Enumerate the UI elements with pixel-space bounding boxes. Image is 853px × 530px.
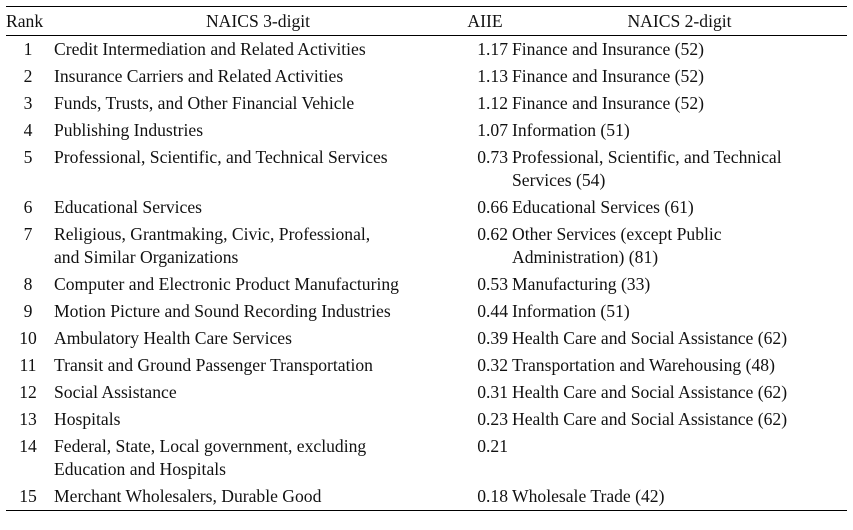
table-row bbox=[6, 36, 847, 64]
cell-naics-3-digit: Professional, Scientific, and Technical Services bbox=[54, 147, 388, 167]
cell-naics-2-digit: Manufacturing (33) bbox=[512, 274, 651, 294]
cell-aiie: 1.07 bbox=[477, 120, 508, 140]
cell-naics-2-digit: Wholesale Trade (42) bbox=[512, 483, 847, 511]
header-naics-2-digit: NAICS 2-digit bbox=[512, 7, 847, 36]
table-row bbox=[6, 221, 847, 271]
cell-rank: 13 bbox=[19, 409, 37, 429]
cell-naics-2-digit: Information (51) bbox=[512, 301, 630, 321]
cell-naics-2-digit bbox=[512, 144, 847, 194]
cell-naics-3-digit bbox=[50, 433, 462, 483]
cell-naics-2-digit bbox=[512, 221, 847, 271]
table-row bbox=[6, 117, 847, 144]
cell-aiie: 1.12 bbox=[477, 93, 508, 113]
cell-rank: 1 bbox=[23, 39, 33, 59]
cell-rank: 9 bbox=[23, 301, 33, 321]
header-naics-3-digit: NAICS 3-digit bbox=[50, 7, 462, 36]
cell-naics-3-digit: Social Assistance bbox=[54, 382, 177, 402]
cell-aiie: 0.18 bbox=[462, 483, 512, 511]
cell-naics-3-digit bbox=[50, 221, 462, 271]
cell-aiie: 0.62 bbox=[477, 224, 508, 244]
cell-naics-3-digit: Funds, Trusts, and Other Financial Vehicle bbox=[54, 93, 355, 113]
cell-rank: 14 bbox=[19, 436, 37, 456]
cell-aiie: 0.31 bbox=[477, 382, 508, 402]
cell-aiie: 0.66 bbox=[477, 197, 508, 217]
cell-naics-2-digit: Health Care and Social Assistance (62) bbox=[512, 382, 788, 402]
table-row bbox=[6, 433, 847, 483]
cell-rank: 6 bbox=[23, 197, 33, 217]
cell-naics-2-digit: Information (51) bbox=[512, 120, 630, 140]
table-row bbox=[6, 483, 847, 511]
cell-naics-3-digit-line: and Similar Organizations bbox=[54, 247, 239, 267]
header-aiie: AIIE bbox=[462, 7, 512, 36]
cell-naics-2-digit: Health Care and Social Assistance (62) bbox=[512, 409, 788, 429]
cell-rank: 12 bbox=[19, 382, 37, 402]
cell-rank: 8 bbox=[23, 274, 33, 294]
cell-aiie: 0.53 bbox=[477, 274, 508, 294]
cell-naics-3-digit: Motion Picture and Sound Recording Industries bbox=[54, 301, 391, 321]
cell-aiie: 0.44 bbox=[477, 301, 508, 321]
cell-rank: 11 bbox=[19, 355, 37, 375]
cell-naics-2-digit: Health Care and Social Assistance (62) bbox=[512, 328, 788, 348]
cell-rank: 15 bbox=[6, 483, 50, 511]
cell-aiie: 1.13 bbox=[477, 66, 508, 86]
cell-naics-2-digit-line: Professional, Scientific, and Technical bbox=[512, 147, 782, 167]
cell-aiie: 1.17 bbox=[477, 39, 508, 59]
table-row bbox=[6, 144, 847, 194]
table-row bbox=[6, 90, 847, 117]
table-row bbox=[6, 298, 847, 325]
table-row bbox=[6, 406, 847, 433]
cell-naics-3-digit-line: Education and Hospitals bbox=[54, 459, 226, 479]
cell-rank: 5 bbox=[23, 147, 33, 167]
cell-rank: 7 bbox=[23, 224, 33, 244]
table-row bbox=[6, 379, 847, 406]
cell-rank: 2 bbox=[23, 66, 33, 86]
table-row bbox=[6, 63, 847, 90]
cell-aiie: 0.21 bbox=[477, 436, 508, 456]
cell-naics-3-digit: Credit Intermediation and Related Activities bbox=[54, 39, 366, 59]
cell-naics-3-digit-line: Federal, State, Local government, excluding bbox=[54, 436, 367, 456]
cell-naics-3-digit: Computer and Electronic Product Manufacturing bbox=[54, 274, 399, 294]
cell-naics-3-digit: Merchant Wholesalers, Durable Good bbox=[50, 483, 462, 511]
cell-naics-2-digit: Finance and Insurance (52) bbox=[512, 93, 704, 113]
table-row bbox=[6, 194, 847, 221]
cell-naics-3-digit: Ambulatory Health Care Services bbox=[54, 328, 292, 348]
cell-naics-2-digit-line: Other Services (except Public bbox=[512, 224, 722, 244]
table-body bbox=[6, 36, 847, 511]
table-header-row bbox=[6, 7, 847, 36]
cell-naics-3-digit: Transit and Ground Passenger Transportation bbox=[54, 355, 373, 375]
cell-rank: 3 bbox=[23, 93, 33, 113]
cell-aiie: 0.23 bbox=[477, 409, 508, 429]
aiie-ranking-table bbox=[6, 6, 847, 511]
table-row bbox=[6, 352, 847, 379]
cell-naics-2-digit: Educational Services (61) bbox=[512, 197, 694, 217]
cell-naics-2-digit-line: Services (54) bbox=[512, 170, 606, 190]
cell-naics-3-digit: Educational Services bbox=[54, 197, 203, 217]
cell-aiie: 0.73 bbox=[477, 147, 508, 167]
cell-naics-3-digit: Insurance Carriers and Related Activities bbox=[54, 66, 344, 86]
table-row bbox=[6, 325, 847, 352]
cell-aiie: 0.39 bbox=[477, 328, 508, 348]
cell-naics-2-digit-line: Administration) (81) bbox=[512, 247, 659, 267]
cell-naics-3-digit: Publishing Industries bbox=[54, 120, 204, 140]
table-row bbox=[6, 271, 847, 298]
cell-naics-2-digit bbox=[512, 433, 847, 483]
cell-naics-3-digit: Hospitals bbox=[54, 409, 121, 429]
cell-naics-2-digit: Transportation and Warehousing (48) bbox=[512, 355, 775, 375]
header-rank: Rank bbox=[6, 7, 50, 36]
cell-naics-2-digit: Finance and Insurance (52) bbox=[512, 39, 704, 59]
cell-naics-3-digit-line: Religious, Grantmaking, Civic, Professional, bbox=[54, 224, 371, 244]
cell-rank: 10 bbox=[19, 328, 37, 348]
cell-naics-2-digit: Finance and Insurance (52) bbox=[512, 66, 704, 86]
cell-aiie: 0.32 bbox=[477, 355, 508, 375]
cell-rank: 4 bbox=[23, 120, 33, 140]
